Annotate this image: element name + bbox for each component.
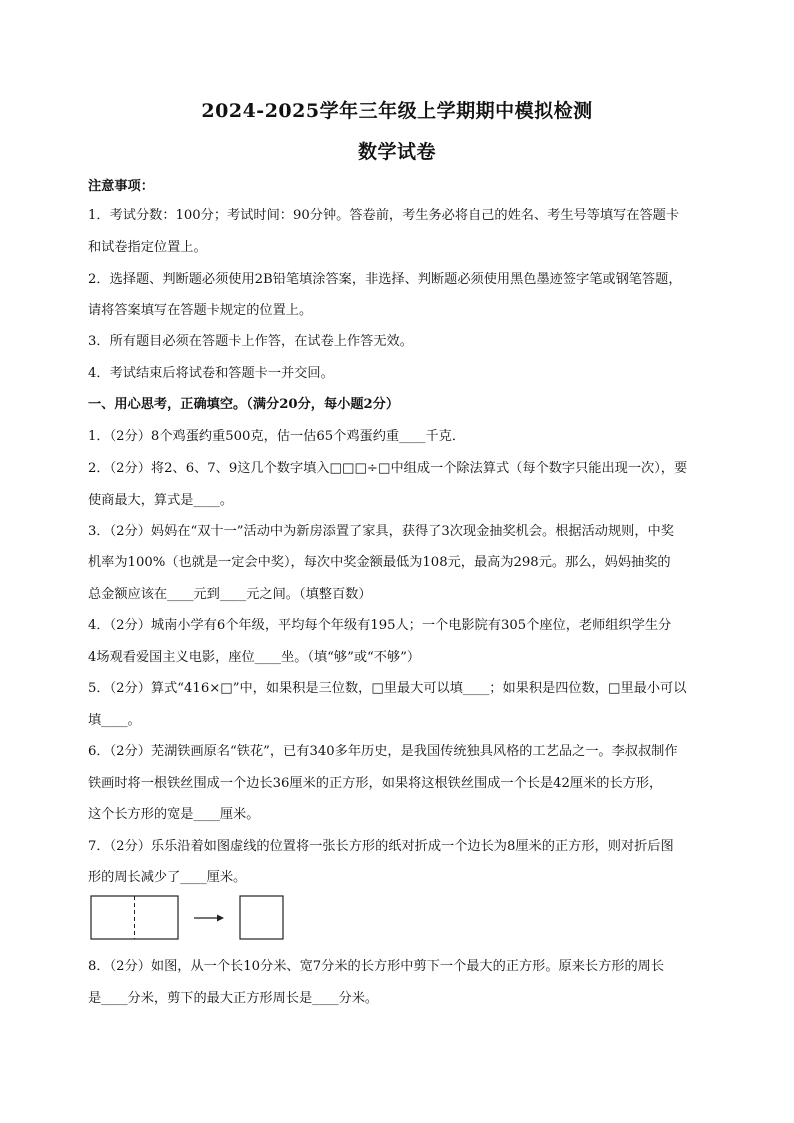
question-line: 使商最大，算式是____。 — [88, 493, 234, 508]
question-line: 4场观看爱国主义电影，座位____坐。（填“够”或“不够”） — [88, 650, 421, 665]
question-line: 5．（2分）算式“416×□”中，如果积是三位数，□里最大可以填____；如果积是四位数，□里最小可以 — [88, 681, 687, 696]
notes-line: 1．考试分数：100分；考试时间：90分钟。答卷前，考生务必将自己的姓名、考生号等填写在答题卡 — [88, 208, 680, 223]
question-line: 1．（2分）8个鸡蛋约重500克，估一估65个鸡蛋约重____千克． — [88, 429, 466, 444]
page-title: 2024-2025学年三年级上学期期中模拟检测 — [201, 100, 593, 122]
notes-line: 3．所有题目必须在答题卡上作答，在试卷上作答无效。 — [88, 334, 413, 349]
question-line: 铁画时将一根铁丝围成一个边长36厘米的正方形，如果将这根铁丝围成一个长是42厘米的长方形， — [88, 776, 663, 791]
question-line: 7．（2分）乐乐沿着如图虚线的位置将一张长方形的纸对折成一个边长为8厘米的正方形，则对折后图 — [88, 839, 674, 854]
notes-line: 2．选择题、判断题必须使用2B铅笔填涂答案，非选择、判断题必须使用黑色墨迹签字笔或钢笔答题， — [88, 272, 682, 287]
question-line: 形的周长减少了____厘米。 — [88, 870, 247, 885]
question-line: 是____分米，剪下的最大正方形周长是____分米。 — [88, 991, 379, 1006]
question-line: 机率为100%（也就是一定会中奖），每次中奖金额最低为108元，最高为298元。那么，妈妈抽奖的 — [88, 555, 671, 570]
question-line: 这个长方形的宽是____厘米。 — [88, 807, 260, 822]
question-line: 总金额应该在____元到____元之间。（填整百数） — [88, 587, 372, 602]
folded-square — [240, 896, 283, 939]
question-line: 2．（2分）将2、6、7、9这几个数字填入□□□÷□中组成一个除法算式（每个数字只能出现一次），要 — [88, 461, 688, 476]
arrow-icon — [217, 915, 224, 922]
notes-line: 和试卷指定位置上。 — [88, 240, 207, 255]
question-line: 4．（2分）城南小学有6个年级，平均每个年级有195人；一个电影院有305个座位，老师组织学生分 — [88, 618, 672, 633]
page-subtitle: 数学试卷 — [357, 141, 436, 163]
question-line: 3．（2分）妈妈在“双十一”活动中为新房添置了家具，获得了3次现金抽奖机会。根据活动规则，中奖 — [88, 524, 674, 539]
section-heading: 一、用心思考，正确填空。（满分20分，每小题2分） — [88, 397, 400, 412]
question-line: 填____。 — [88, 713, 141, 728]
question-line: 8．（2分）如图，从一个长10分米、宽7分米的长方形中剪下一个最大的正方形。原来长方形的周长 — [88, 959, 665, 974]
notes-line: 4．考试结束后将试卷和答题卡一并交回。 — [88, 366, 334, 381]
notes-heading: 注意事项： — [88, 179, 154, 194]
question-line: 6．（2分）芜湖铁画原名“铁花”，已有340多年历史，是我国传统独具风格的工艺品之一。李叔叔制作 — [88, 744, 678, 759]
fold-diagram — [90, 894, 290, 942]
notes-line: 请将答案填写在答题卡规定的位置上。 — [88, 303, 313, 318]
